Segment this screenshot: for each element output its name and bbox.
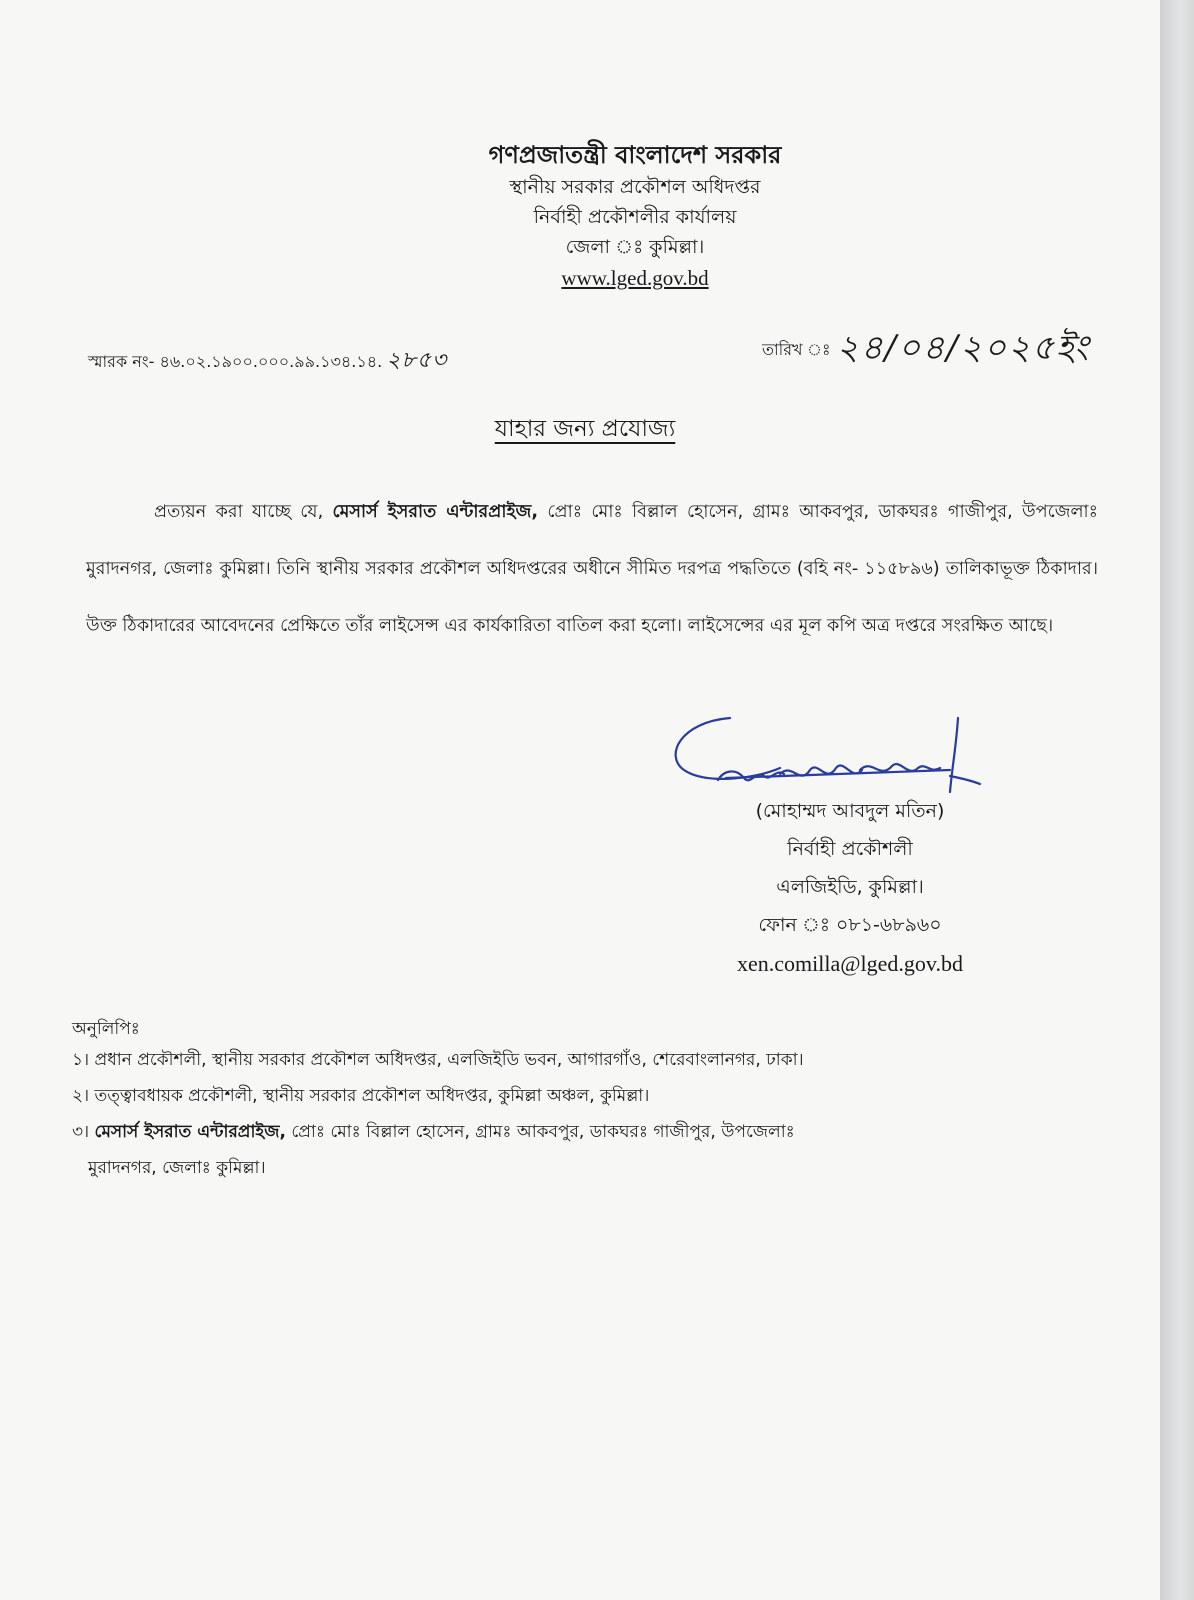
copies-title: অনুলিপিঃ: [72, 1019, 140, 1039]
memo-label: স্মারক নং- ৪৬.০২.১৯০০.০০০.৯৯.১৩৪.১৪.: [88, 352, 383, 371]
body-firm-name: মেসার্স ইসরাত এন্টারপ্রাইজ,: [332, 502, 539, 522]
copy-item-number: ১।: [72, 1050, 90, 1070]
subject-text: যাহার জন্য প্রযোজ্য: [494, 416, 676, 442]
signatory-block: [690, 792, 1010, 984]
copy-item-firm: মেসার্স ইসরাত এন্টারপ্রাইজ,: [94, 1122, 286, 1142]
memo-handwritten-number: ২৮৫৩: [386, 348, 448, 373]
body-details: প্রোঃ মোঃ বিল্লাল হোসেন, গ্রামঃ আকবপুর, ডাকঘরঃ গাজীপুর, উপজেলাঃ মুরাদনগর, জেলাঃ কুমিল্লা। তিনি স্থানীয় সরকার প্রকৌশল অধিদপ্তরের অধীনে সীমিত দরপত্র পদ্ধতিতে (বহি নং- ১১৫৮৯৬) তালিকাভূক্ত ঠিকাদার। উক্ত ঠিকাদারের আবেদনের প্রেক্ষিতে তাঁর লাইসেন্স এর কার্যকারিতা বাতিল করা হলো। লাইসেন্সের এর মূল কপি অত্র দপ্তরে সংরক্ষিত আছে।: [86, 502, 1099, 636]
memo-number: [88, 343, 447, 380]
signatory-phone: ফোন ঃ ০৮১-৬৮৯৬০: [758, 914, 942, 936]
letterhead-district: জেলা ঃ কুমিল্লা।: [565, 236, 705, 258]
letterhead-government: গণপ্রজাতন্ত্রী বাংলাদেশ সরকার: [488, 141, 782, 169]
copy-distribution: [72, 1016, 1132, 1186]
letterhead: [0, 138, 1160, 294]
date-label: তারিখ ঃ: [762, 340, 831, 359]
signatory-email: xen.comilla@lged.gov.bd: [737, 951, 963, 976]
copy-item: [72, 1078, 1132, 1114]
subject-heading: [0, 410, 1160, 449]
letterhead-department: স্থানীয় সরকার প্রকৌশল অধিদপ্তর: [509, 176, 761, 198]
signatory-office: এলজিইডি, কুমিল্লা।: [776, 876, 924, 898]
signatory-designation: নির্বাহী প্রকৌশলী: [787, 838, 913, 860]
copy-item-number: ২।: [72, 1086, 90, 1106]
copy-item-number: ৩।: [72, 1122, 90, 1142]
copy-item: [72, 1114, 1132, 1150]
letterhead-office: নির্বাহী প্রকৌশলীর কার্যালয়: [533, 206, 737, 228]
copy-item-text: তত্ত্বাবধায়ক প্রকৌশলী, স্থানীয় সরকার প্রকৌশল অধিদপ্তর, কুমিল্লা অঞ্চল, কুমিল্লা।: [94, 1086, 650, 1106]
copy-item: [72, 1042, 1132, 1078]
copy-item-continuation: মুরাদনগর, জেলাঃ কুমিল্লা।: [88, 1158, 266, 1178]
certificate-body: [86, 484, 1098, 655]
date-handwritten-value: ২৪/০৪/২০২৫ইং: [836, 328, 1091, 368]
page-edge-shadow: [1160, 0, 1194, 1600]
letterhead-website: www.lged.gov.bd: [561, 266, 709, 290]
copy-item-text: প্রোঃ মোঃ বিল্লাল হোসেন, গ্রামঃ আকবপুর, ডাকঘরঃ গাজীপুর, উপজেলাঃ: [291, 1122, 795, 1142]
memo-date: [762, 322, 1090, 379]
body-intro: প্রত্যয়ন করা যাচ্ছে যে,: [154, 502, 324, 522]
signatory-name: (মোহাম্মদ আবদুল মতিন): [755, 800, 945, 822]
copy-item-text: প্রধান প্রকৌশলী, স্থানীয় সরকার প্রকৌশল অধিদপ্তর, এলজিইডি ভবন, আগারগাঁও, শেরেবাংলানগর, ঢাকা।: [94, 1050, 804, 1070]
letterhead-website-wrap: [0, 262, 1160, 294]
